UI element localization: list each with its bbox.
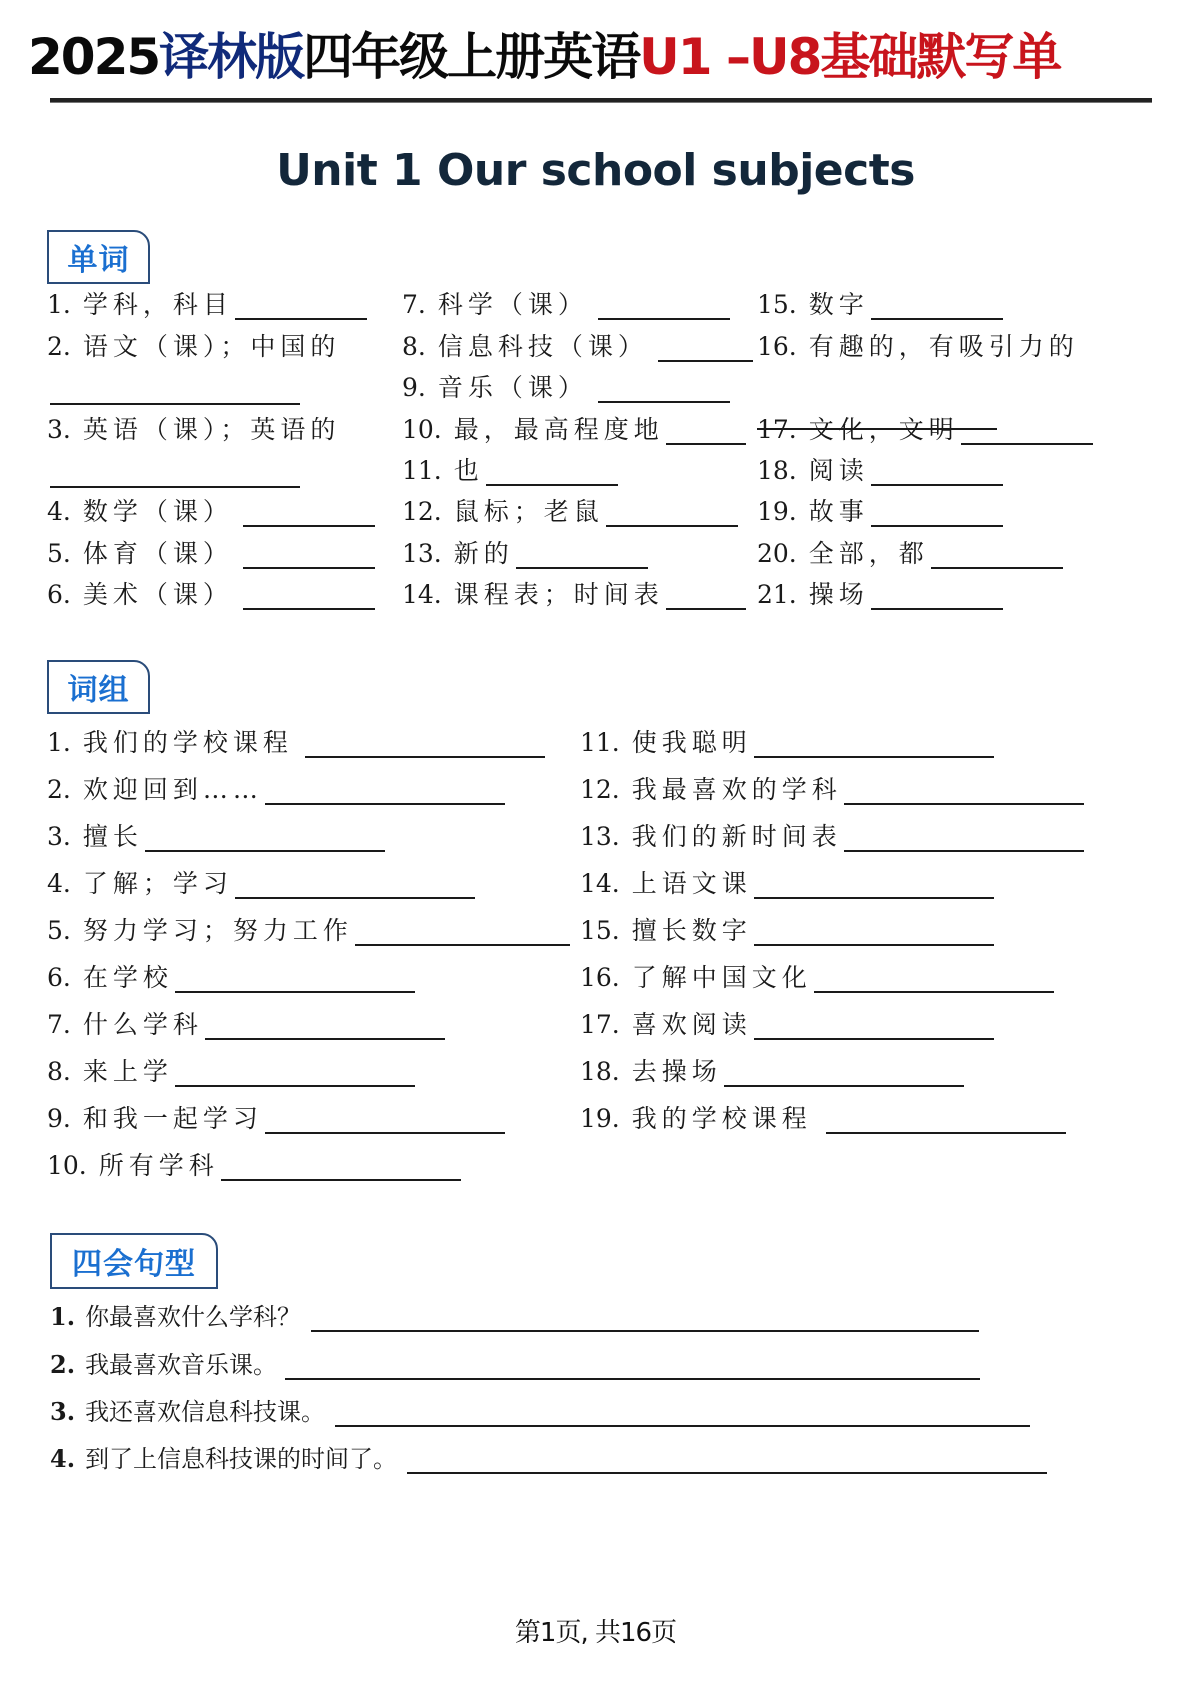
item-number: 4. — [50, 1444, 76, 1473]
item-prompt: 欢迎回到…… — [82, 775, 263, 804]
item-prompt: 故事 — [808, 497, 869, 526]
item-number: 5. — [47, 539, 71, 568]
word-item — [757, 539, 1063, 569]
phrase-item — [47, 1010, 445, 1040]
item-number: 9. — [47, 1104, 71, 1133]
item-number: 2. — [47, 775, 71, 804]
item-number: 3. — [47, 822, 71, 851]
answer-blank[interactable] — [175, 1061, 415, 1087]
answer-blank[interactable] — [235, 294, 367, 320]
item-prompt: 全部，都 — [808, 539, 929, 568]
answer-blank[interactable] — [754, 920, 994, 946]
item-prompt: 在学校 — [82, 963, 173, 992]
word-item — [402, 290, 730, 320]
item-prompt: 数学（课） — [82, 497, 233, 526]
word-item — [757, 497, 1003, 527]
item-number: 14. — [580, 869, 620, 898]
answer-blank[interactable] — [658, 336, 753, 362]
phrase-item — [580, 963, 1054, 993]
word-item — [47, 290, 367, 320]
section-label: 词组 — [67, 673, 130, 708]
item-prompt: 体育（课） — [82, 539, 233, 568]
item-prompt: 我还喜欢信息科技课。 — [85, 1398, 326, 1426]
item-prompt: 到了上信息科技课的时间了。 — [85, 1445, 398, 1473]
item-number: 3. — [47, 415, 71, 444]
answer-blank[interactable] — [754, 873, 994, 899]
item-number: 12. — [402, 497, 442, 526]
item-number: 16. — [757, 332, 797, 361]
phrase-item — [580, 1104, 1066, 1134]
answer-blank[interactable] — [311, 1306, 979, 1332]
item-prompt: 什么学科 — [82, 1010, 203, 1039]
word-item — [402, 539, 648, 569]
item-number: 4. — [47, 869, 71, 898]
item-number: 21. — [757, 580, 797, 609]
sentence-item — [50, 1350, 980, 1380]
answer-blank[interactable] — [871, 460, 1003, 486]
item-number: 7. — [402, 290, 426, 319]
answer-blank[interactable] — [221, 1155, 461, 1181]
item-number: 11. — [402, 456, 442, 485]
section-tab-phrases — [47, 660, 150, 714]
word-item — [402, 580, 746, 610]
section-tab-words — [47, 230, 150, 284]
item-number: 19. — [757, 497, 797, 526]
item-prompt: 最，最高程度地 — [453, 415, 664, 444]
answer-blank[interactable] — [335, 1401, 1030, 1427]
section-tab-sentences — [50, 1233, 218, 1289]
item-number: 17. — [757, 415, 797, 444]
item-prompt: 喜欢阅读 — [631, 1010, 752, 1039]
title-divider — [50, 98, 1152, 103]
item-prompt: 了解；学习 — [82, 869, 233, 898]
title-publisher: 译林版 — [159, 28, 304, 86]
item-number: 2. — [50, 1350, 76, 1379]
answer-blank[interactable] — [598, 294, 730, 320]
phrase-item — [580, 1057, 964, 1087]
word-item — [402, 332, 753, 362]
item-prompt: 擅长 — [82, 822, 143, 851]
word-item — [47, 332, 340, 362]
item-number: 18. — [580, 1057, 620, 1086]
answer-blank[interactable] — [265, 779, 505, 805]
word-item — [47, 580, 375, 610]
answer-blank[interactable] — [844, 779, 1084, 805]
item-prompt: 所有学科 — [98, 1151, 219, 1180]
sentence-item — [50, 1302, 979, 1332]
answer-blank[interactable] — [826, 1108, 1066, 1134]
item-prompt: 我们的新时间表 — [631, 822, 842, 851]
phrase-item — [47, 916, 570, 946]
item-prompt: 去操场 — [631, 1057, 722, 1086]
answer-blank[interactable] — [243, 543, 375, 569]
item-number: 10. — [47, 1151, 87, 1180]
answer-blank[interactable] — [598, 377, 730, 403]
phrase-item — [47, 869, 475, 899]
phrase-item — [580, 728, 994, 758]
item-number: 8. — [402, 332, 426, 361]
item-prompt: 我的学校课程 — [631, 1104, 812, 1133]
item-number: 12. — [580, 775, 620, 804]
item-number: 14. — [402, 580, 442, 609]
item-number: 15. — [580, 916, 620, 945]
word-item — [757, 456, 1003, 486]
answer-blank[interactable] — [175, 967, 415, 993]
answer-blank[interactable] — [754, 1014, 994, 1040]
answer-blank[interactable] — [871, 501, 1003, 527]
answer-blank[interactable] — [145, 826, 385, 852]
title-year: 2025 — [28, 28, 160, 86]
item-prompt: 课程表；时间表 — [453, 580, 664, 609]
phrase-item — [580, 869, 994, 899]
answer-blank[interactable] — [516, 543, 648, 569]
item-number: 4. — [47, 497, 71, 526]
answer-blank[interactable] — [844, 826, 1084, 852]
item-number: 1. — [50, 1302, 76, 1331]
word-item — [47, 539, 375, 569]
unit-title: Unit 1 Our school subjects — [276, 145, 915, 196]
word-item — [757, 290, 1003, 320]
word-item — [757, 332, 1079, 362]
phrase-item — [47, 775, 505, 805]
answer-blank[interactable] — [243, 584, 375, 610]
item-number: 6. — [47, 580, 71, 609]
item-number: 7. — [47, 1010, 71, 1039]
answer-blank[interactable] — [871, 584, 1003, 610]
item-prompt: 美术（课） — [82, 580, 233, 609]
item-number: 2. — [47, 332, 71, 361]
item-prompt: 新的 — [453, 539, 514, 568]
item-number: 10. — [402, 415, 442, 444]
item-prompt: 上语文课 — [631, 869, 752, 898]
phrase-item — [580, 775, 1084, 805]
sentence-item — [50, 1397, 1030, 1427]
item-number: 13. — [402, 539, 442, 568]
phrase-item — [47, 1057, 415, 1087]
answer-blank[interactable] — [931, 543, 1063, 569]
item-prompt: 科学（课） — [437, 290, 588, 319]
item-number: 9. — [402, 373, 426, 402]
item-prompt: 和我一起学习 — [82, 1104, 263, 1133]
document-title — [28, 22, 1060, 92]
item-number: 15. — [757, 290, 797, 319]
item-prompt: 了解中国文化 — [631, 963, 812, 992]
phrase-item — [47, 822, 385, 852]
word-item — [757, 580, 1003, 610]
answer-blank[interactable] — [285, 1354, 980, 1380]
item-number: 1. — [47, 728, 71, 757]
item-prompt: 文化，文明 — [808, 415, 959, 444]
phrase-item — [580, 916, 994, 946]
phrase-item — [47, 963, 415, 993]
item-prompt: 也 — [453, 456, 484, 485]
answer-blank[interactable] — [355, 920, 570, 946]
item-number: 3. — [50, 1397, 76, 1426]
answer-blank[interactable] — [724, 1061, 964, 1087]
word-item — [47, 497, 375, 527]
word-item — [402, 415, 746, 445]
title-kind: 基础默写单 — [820, 28, 1061, 86]
item-prompt: 来上学 — [82, 1057, 173, 1086]
item-prompt: 你最喜欢什么学科？ — [85, 1303, 302, 1331]
phrase-item — [47, 728, 545, 758]
phrase-item — [580, 1010, 994, 1040]
answer-blank[interactable] — [666, 584, 746, 610]
word-item — [402, 456, 618, 486]
item-prompt: 英语（课）；英语的 — [82, 415, 341, 444]
item-prompt: 使我聪明 — [631, 728, 752, 757]
item-prompt: 有趣的，有吸引力的 — [808, 332, 1079, 361]
answer-blank[interactable] — [606, 501, 738, 527]
answer-blank[interactable] — [666, 419, 746, 445]
phrase-item — [47, 1151, 461, 1181]
answer-blank[interactable] — [961, 419, 1093, 445]
item-prompt: 信息科技（课） — [437, 332, 648, 361]
item-prompt: 鼠标；老鼠 — [453, 497, 604, 526]
word-item — [47, 415, 340, 445]
word-item — [402, 497, 738, 527]
sentence-item — [50, 1444, 1047, 1474]
item-number: 20. — [757, 539, 797, 568]
phrase-item — [47, 1104, 505, 1134]
answer-blank[interactable] — [50, 403, 300, 405]
item-number: 17. — [580, 1010, 620, 1039]
item-prompt: 努力学习；努力工作 — [82, 916, 353, 945]
answer-blank[interactable] — [243, 501, 375, 527]
item-prompt: 数字 — [808, 290, 869, 319]
item-prompt: 我最喜欢音乐课。 — [85, 1351, 278, 1379]
item-prompt: 音乐（课） — [437, 373, 588, 402]
item-prompt: 学科，科目 — [82, 290, 233, 319]
section-label: 单词 — [67, 243, 130, 278]
item-number: 13. — [580, 822, 620, 851]
item-number: 19. — [580, 1104, 620, 1133]
item-prompt: 我们的学校课程 — [82, 728, 293, 757]
item-prompt: 语文（课）；中国的 — [82, 332, 341, 361]
item-number: 5. — [47, 916, 71, 945]
section-label: 四会句型 — [72, 1247, 196, 1282]
item-prompt: 擅长数字 — [631, 916, 752, 945]
answer-blank[interactable] — [754, 732, 994, 758]
answer-blank[interactable] — [407, 1448, 1047, 1474]
answer-blank[interactable] — [305, 732, 545, 758]
title-range: U1 –U8 — [639, 28, 821, 86]
answer-blank[interactable] — [265, 1108, 505, 1134]
item-number: 6. — [47, 963, 71, 992]
answer-blank[interactable] — [50, 486, 300, 488]
item-number: 11. — [580, 728, 620, 757]
item-number: 18. — [757, 456, 797, 485]
word-item — [757, 415, 1093, 445]
item-number: 1. — [47, 290, 71, 319]
item-prompt: 操场 — [808, 580, 869, 609]
item-number: 8. — [47, 1057, 71, 1086]
answer-blank[interactable] — [235, 873, 475, 899]
word-item — [402, 373, 730, 403]
answer-blank[interactable] — [871, 294, 1003, 320]
item-prompt: 阅读 — [808, 456, 869, 485]
answer-blank[interactable] — [205, 1014, 445, 1040]
page-indicator: 第1页, 共16页 — [514, 1618, 677, 1648]
item-number: 16. — [580, 963, 620, 992]
phrase-item — [580, 822, 1084, 852]
answer-blank[interactable] — [486, 460, 618, 486]
item-prompt: 我最喜欢的学科 — [631, 775, 842, 804]
answer-blank[interactable] — [814, 967, 1054, 993]
title-grade: 四年级上册英语 — [303, 28, 640, 86]
